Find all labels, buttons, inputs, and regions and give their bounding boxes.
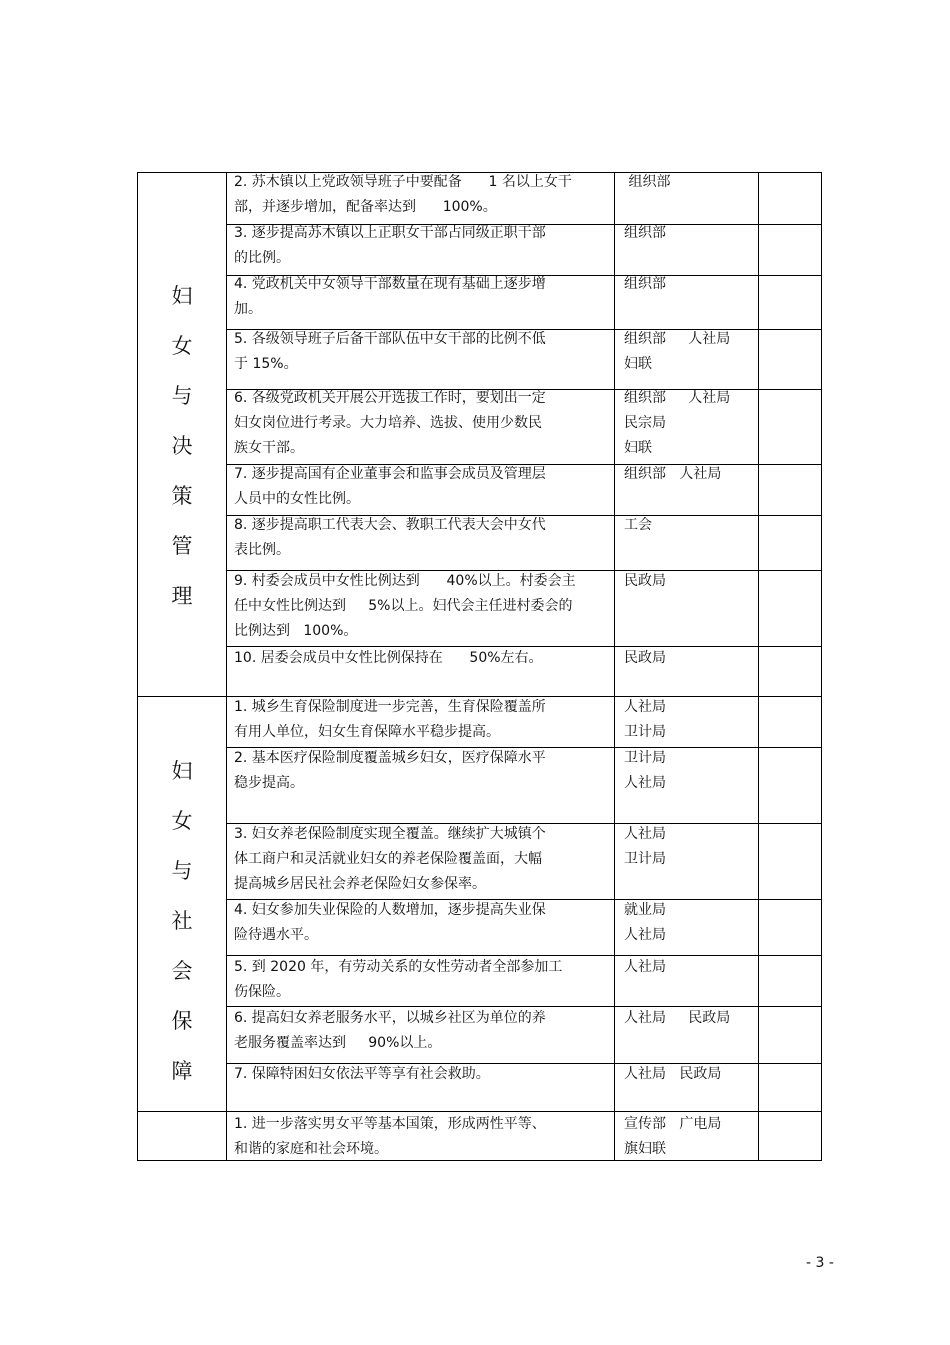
task-cell: 2. 苏木镇以上党政领导班子中要配备 1 名以上女干 部，并逐步增加，配备率达到 100%。 [234, 174, 572, 215]
department-cell: 组织部 [624, 174, 671, 190]
task-cell: 9. 村委会成员中女性比例达到 40%以上。村委会主 任中女性比例达到 5%以上。妇代会主任进村委会的 比例达到 100%。 [234, 573, 576, 639]
department-cell: 人社局 卫计局 [624, 826, 666, 867]
category-char: 与 [171, 384, 193, 408]
category-char: 理 [171, 584, 193, 608]
task-cell: 7. 逐步提高国有企业董事会和监事会成员及管理层 人员中的女性比例。 [234, 466, 546, 507]
category-char: 与 [171, 859, 193, 883]
category-char: 策 [171, 484, 193, 508]
task-cell: 7. 保障特困妇女依法平等享有社会救助。 [234, 1066, 490, 1082]
policy-table [137, 172, 822, 1161]
column-divider [614, 173, 615, 1160]
task-cell: 5. 各级领导班子后备干部队伍中女干部的比例不低 于 15%。 [234, 331, 546, 372]
category-decision-management [138, 271, 226, 621]
task-cell: 5. 到 2020 年，有劳动关系的女性劳动者全部参加工 伤保险。 [234, 959, 563, 1000]
task-cell: 3. 逐步提高苏木镇以上正职女干部占同级正职干部 的比例。 [234, 225, 546, 266]
page-number: - 3 - [806, 1255, 834, 1271]
category-char: 保 [171, 1009, 193, 1033]
category-char: 社 [171, 909, 193, 933]
department-cell: 就业局 人社局 [624, 902, 666, 943]
category-char: 女 [171, 809, 193, 833]
task-cell: 1. 进一步落实男女平等基本国策，形成两性平等、 和谐的家庭和社会环境。 [234, 1116, 546, 1157]
category-char: 会 [171, 959, 193, 983]
task-cell: 3. 妇女养老保险制度实现全覆盖。继续扩大城镇个 体工商户和灵活就业妇女的养老保险覆盖面，大幅 提高城乡居民社会养老保险妇女参保率。 [234, 826, 546, 892]
department-cell: 人社局 [624, 959, 666, 975]
department-cell: 组织部 人社局 民宗局 妇联 [624, 390, 731, 456]
task-cell: 2. 基本医疗保险制度覆盖城乡妇女，医疗保障水平 稳步提高。 [234, 750, 546, 791]
task-cell: 8. 逐步提高职工代表大会、教职工代表大会中女代 表比例。 [234, 517, 546, 558]
task-cell: 6. 提高妇女养老服务水平，以城乡社区为单位的养 老服务覆盖率达到 90%以上。 [234, 1010, 546, 1051]
task-cell: 4. 妇女参加失业保险的人数增加，逐步提高失业保 险待遇水平。 [234, 902, 546, 943]
category-char: 妇 [171, 284, 193, 308]
department-cell: 组织部 人社局 妇联 [624, 331, 731, 372]
column-divider [226, 173, 227, 1160]
department-cell: 人社局 民政局 [624, 1066, 722, 1082]
category-char: 障 [171, 1059, 193, 1083]
department-cell: 组织部 [624, 225, 666, 241]
department-cell: 民政局 [624, 650, 666, 666]
department-cell: 人社局 民政局 [624, 1010, 731, 1026]
department-cell: 工会 [624, 517, 652, 533]
department-cell: 人社局 卫计局 [624, 699, 666, 740]
department-cell: 组织部 [624, 276, 666, 292]
task-cell: 4. 党政机关中女领导干部数量在现有基础上逐步增 加。 [234, 276, 546, 317]
column-divider [758, 173, 759, 1160]
task-cell: 6. 各级党政机关开展公开选拔工作时，要划出一定 妇女岗位进行考录。大力培养、选拔、使用少数民 族女干部。 [234, 390, 546, 456]
department-cell: 宣传部 广电局 旗妇联 [624, 1116, 722, 1157]
category-char: 决 [171, 434, 193, 458]
department-cell: 组织部 人社局 [624, 466, 722, 482]
category-char: 妇 [171, 759, 193, 783]
task-cell: 10. 居委会成员中女性比例保持在 50%左右。 [234, 650, 543, 666]
category-char: 管 [171, 534, 193, 558]
category-char: 女 [171, 334, 193, 358]
department-cell: 民政局 [624, 573, 666, 589]
department-cell: 卫计局 人社局 [624, 750, 666, 791]
task-cell: 1. 城乡生育保险制度进一步完善，生育保险覆盖所 有用人单位，妇女生育保障水平稳步提高。 [234, 699, 546, 740]
category-social-security [138, 746, 226, 1096]
